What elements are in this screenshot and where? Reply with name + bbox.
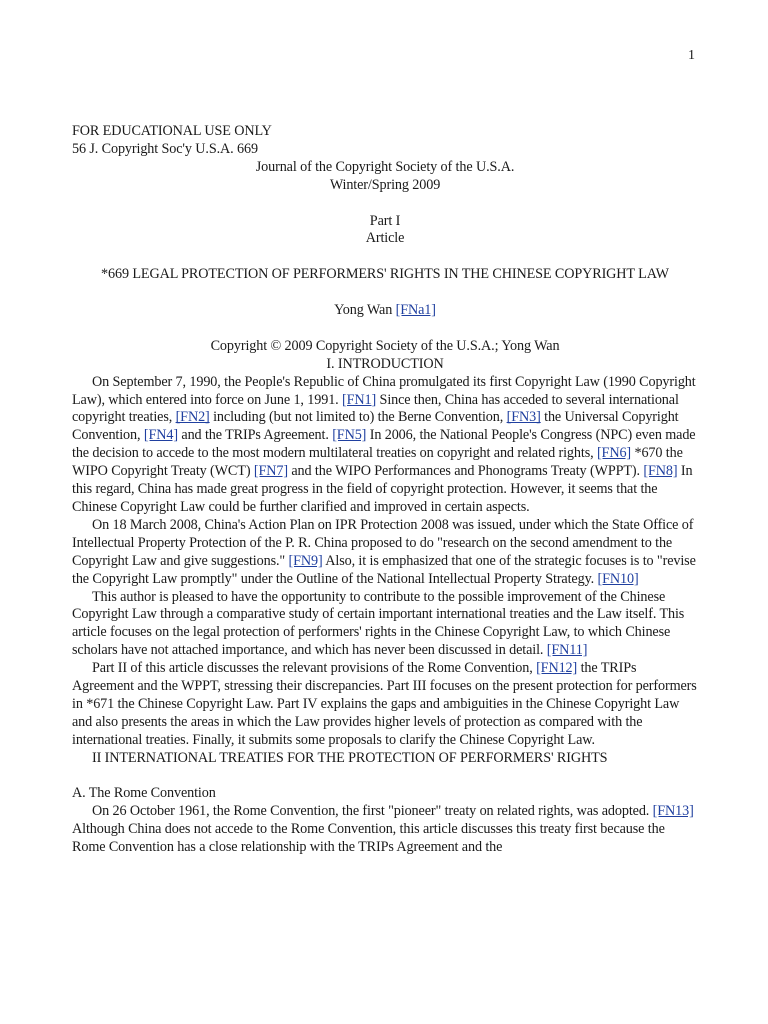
text-span: On September 7, 1990, the People's Republic of China promulgated its first Copyright Law (1990 Copyright Law), which entered into force on June 1, 1991. (72, 373, 696, 408)
document-body (72, 123, 698, 857)
author-line (72, 302, 698, 320)
footnote-link-fn12[interactable]: [FN12] (536, 660, 578, 677)
section-heading-introduction: I. INTRODUCTION (326, 355, 444, 372)
footnote-link-fn3[interactable]: [FN3] (506, 409, 541, 426)
section-heading-international-treaties: II INTERNATIONAL TREATIES FOR THE PROTECTION OF PERFORMERS' RIGHTS (92, 749, 608, 766)
part-label: Part I (369, 212, 401, 229)
page-number: 1 (688, 48, 695, 63)
text-span: and the WIPO Performances and Phonograms Treaty (WPPT). (287, 463, 644, 480)
educational-use-notice: FOR EDUCATIONAL USE ONLY (72, 123, 272, 139)
text-span: In this regard, China has made great progress in the field of copyright protection. However, it seems that the Chinese Copyright Law could be further clarified and improved in certain aspects. (72, 463, 693, 515)
subsection-heading-rome-convention: A. The Rome Convention (72, 785, 216, 802)
paragraph-rome-1 (72, 803, 698, 857)
footnote-link-fn4[interactable]: [FN4] (143, 427, 178, 444)
text-span: Also, it is emphasized that one of the strategic focuses is to "revise the Copyright Law promptly" under the Outline of the National Intellectual Property Strategy. (72, 552, 696, 587)
author-name: Yong Wan (334, 302, 393, 319)
copyright-line: Copyright © 2009 Copyright Society of the U.S.A.; Yong Wan (210, 337, 560, 354)
journal-issue: Winter/Spring 2009 (329, 176, 441, 193)
footnote-link-fn10[interactable]: [FN10] (597, 570, 639, 587)
paragraph-intro-4 (72, 660, 698, 750)
article-type: Article (365, 230, 405, 247)
footnote-link-fn9[interactable]: [FN9] (288, 552, 323, 569)
footnote-link-fn7[interactable]: [FN7] (253, 463, 288, 480)
text-span: On 18 March 2008, China's Action Plan on IPR Protection 2008 was issued, under which the State Office of Intellectual Property Protection of the P. R. China proposed to do "research on the second amendment to the Copyright Law and give suggestions." (72, 516, 694, 569)
text-span: Since then, China has acceded to several international copyright treaties, (72, 391, 679, 426)
footnote-link-fn8[interactable]: [FN8] (643, 463, 678, 480)
footnote-link-fn2[interactable]: [FN2] (175, 409, 210, 426)
text-span: On 26 October 1961, the Rome Convention, the first "pioneer" treaty on related rights, was adopted. (92, 803, 653, 820)
article-title: *669 LEGAL PROTECTION OF PERFORMERS' RIGHTS IN THE CHINESE COPYRIGHT LAW (101, 266, 669, 283)
paragraph-intro-2 (72, 517, 698, 589)
text-span: including (but not limited to) the Berne Convention, (209, 409, 507, 426)
footnote-link-fn6[interactable]: [FN6] (596, 445, 632, 462)
text-span: Part II of this article discusses the relevant provisions of the Rome Convention, (92, 660, 537, 677)
footnote-link-fn11[interactable]: [FN11] (546, 642, 588, 659)
text-span: *670 the WIPO Copyright Treaty (WCT) (72, 445, 683, 480)
text-span: This author is pleased to have the opportunity to contribute to the possible improvement of the Chinese Copyright Law through a comparative study of certain important international treaties and the Law itself. This article focuses on the legal protection of performers' rights in the Chinese Copyright Law, to which Chinese scholars have not attached importance, and which has never been discussed in detail. (72, 588, 685, 659)
footnote-link-fn1[interactable]: [FN1] (342, 391, 377, 408)
text-span: In 2006, the National People's Congress (NPC) even made the decision to accede to the most modern multilateral treaties on copyright and related rights, (72, 427, 696, 462)
text-span: Although China does not accede to the Rome Convention, this article discusses this treaty first because the Rome Convention has a close relationship with the TRIPs Agreement and the (72, 821, 665, 856)
text-span: and the TRIPs Agreement. (177, 427, 333, 444)
journal-name: Journal of the Copyright Society of the U.S.A. (255, 158, 515, 175)
paragraph-intro-3 (72, 589, 698, 661)
paragraph-intro-1 (72, 374, 698, 517)
footnote-link-fna1[interactable]: [FNa1] (395, 302, 436, 319)
citation: 56 J. Copyright Soc'y U.S.A. 669 (72, 140, 258, 157)
footnote-link-fn5[interactable]: [FN5] (332, 427, 367, 444)
text-span: the Universal Copyright Convention, (72, 409, 679, 444)
text-span: the TRIPs Agreement and the WPPT, stressing their discrepancies. Part III focuses on the present protection for performers in *671 the Chinese Copyright Law. Part IV explains the gaps and ambiguities in the Chinese Copyright Law and also presents the areas in which the Law provides higher levels of protection as compared with the international treaties. Finally, it submits some proposals to clarify the Chinese Copyright Law. (72, 660, 697, 748)
footnote-link-fn13[interactable]: [FN13] (652, 803, 694, 820)
